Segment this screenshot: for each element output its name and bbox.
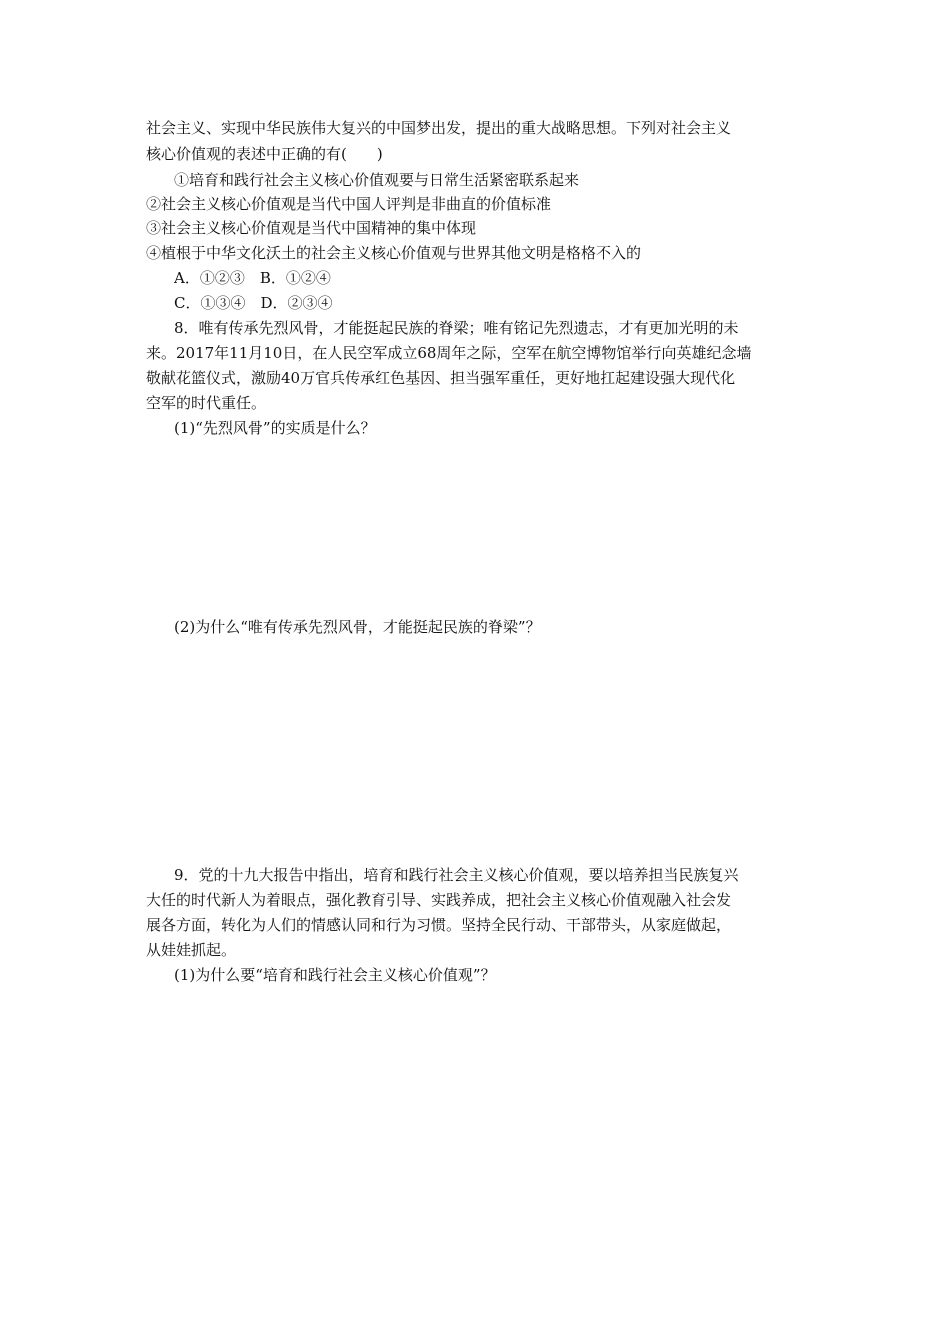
q8-stem-line-2: 来。2017年11月10日，在人民空军成立68周年之际，空军在航空博物馆举行向英雄纪念墙 bbox=[146, 344, 752, 362]
q9-stem-line-4: 从娃娃抓起。 bbox=[146, 941, 237, 959]
q8-stem-line-4: 空军的时代重任。 bbox=[146, 394, 267, 412]
q7-option-2: ②社会主义核心价值观是当代中国人评判是非曲直的价值标准 bbox=[146, 195, 552, 213]
q8-stem-line-1: 8．唯有传承先烈风骨，才能挺起民族的脊梁；唯有铭记先烈遗志，才有更加光明的未 bbox=[174, 319, 739, 337]
q9-sub-question-1: (1)为什么要“培育和践行社会主义核心价值观”？ bbox=[174, 966, 496, 984]
q9-stem-line-1: 9．党的十九大报告中指出，培育和践行社会主义核心价值观，要以培养担当民族复兴 bbox=[174, 866, 739, 884]
q7-intro-line-2: 核心价值观的表述中正确的有( ) bbox=[146, 145, 383, 163]
q7-choices-ab: A．①②③ B．①②④ bbox=[174, 269, 331, 287]
q8-sub-question-2: (2)为什么“唯有传承先烈风骨，才能挺起民族的脊梁”？ bbox=[174, 618, 541, 636]
q9-stem-line-2: 大任的时代新人为着眼点，强化教育引导、实践养成，把社会主义核心价值观融入社会发 bbox=[146, 891, 732, 909]
q7-option-4: ④植根于中华文化沃土的社会主义核心价值观与世界其他文明是格格不入的 bbox=[146, 244, 642, 262]
q9-stem-line-3: 展各方面，转化为人们的情感认同和行为习惯。坚持全民行动、干部带头，从家庭做起， bbox=[146, 916, 732, 934]
q7-option-3: ③社会主义核心价值观是当代中国精神的集中体现 bbox=[146, 219, 477, 237]
q7-choices-cd: C．①③④ D．②③④ bbox=[174, 294, 333, 312]
q8-sub-question-1: (1)“先烈风骨”的实质是什么？ bbox=[174, 419, 376, 437]
q7-intro-line-1: 社会主义、实现中华民族伟大复兴的中国梦出发，提出的重大战略思想。下列对社会主义 bbox=[146, 119, 732, 137]
q8-stem-line-3: 敬献花篮仪式，激励40万官兵传承红色基因、担当强军重任，更好地扛起建设强大现代化 bbox=[146, 369, 736, 387]
q7-option-1: ①培育和践行社会主义核心价值观要与日常生活紧密联系起来 bbox=[174, 171, 580, 189]
